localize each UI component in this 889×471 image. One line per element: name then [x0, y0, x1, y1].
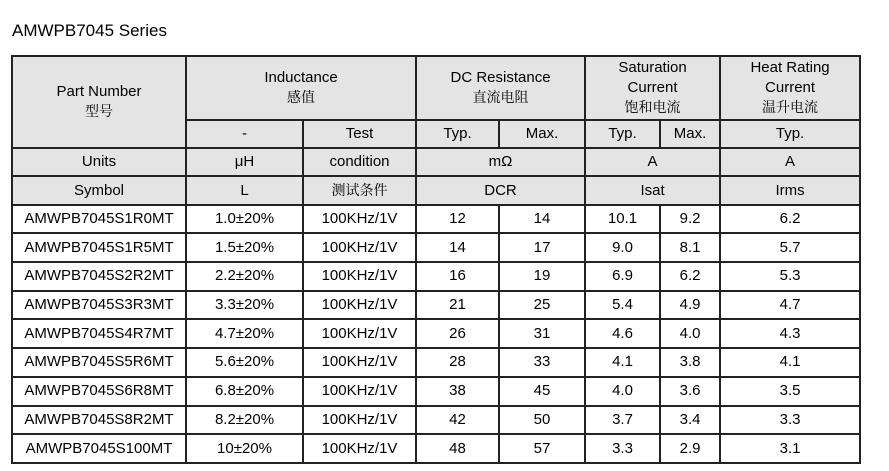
- dcr-max-cell: 33: [499, 348, 585, 377]
- part-number-cell: AMWPB7045S4R7MT: [12, 319, 186, 348]
- test-condition-cell: 100KHz/1V: [303, 406, 416, 435]
- symbol-dcr: DCR: [416, 176, 585, 204]
- inductance-cell: 2.2±20%: [186, 262, 303, 291]
- dcr-typ-cell: 42: [416, 406, 499, 435]
- irms-typ-cell: 5.3: [720, 262, 860, 291]
- header-irms-typ: Typ.: [720, 120, 860, 148]
- isat-typ-cell: 10.1: [585, 205, 660, 234]
- isat-typ-cell: 4.6: [585, 319, 660, 348]
- irms-typ-cell: 5.7: [720, 233, 860, 262]
- table-row: [12, 434, 860, 463]
- isat-typ-cell: 5.4: [585, 291, 660, 320]
- isat-max-cell: 3.8: [660, 348, 720, 377]
- isat-max-cell: 3.6: [660, 377, 720, 406]
- inductance-cell: 8.2±20%: [186, 406, 303, 435]
- inductance-cell: 4.7±20%: [186, 319, 303, 348]
- isat-max-cell: 8.1: [660, 233, 720, 262]
- dcr-max-cell: 45: [499, 377, 585, 406]
- table-row: [12, 377, 860, 406]
- irms-typ-cell: 4.1: [720, 348, 860, 377]
- dcr-typ-cell: 38: [416, 377, 499, 406]
- header-inductance-dash: -: [186, 120, 303, 148]
- dcr-max-cell: 19: [499, 262, 585, 291]
- dcr-max-cell: 17: [499, 233, 585, 262]
- symbol-isat: Isat: [585, 176, 720, 204]
- inductance-cell: 6.8±20%: [186, 377, 303, 406]
- table-row: [12, 233, 860, 262]
- symbol-irms: Irms: [720, 176, 860, 204]
- unit-inductance: μH: [186, 148, 303, 176]
- inductance-cell: 10±20%: [186, 434, 303, 463]
- part-number-cell: AMWPB7045S2R2MT: [12, 262, 186, 291]
- spec-table: [11, 55, 861, 464]
- isat-max-cell: 4.9: [660, 291, 720, 320]
- header-inductance: Inductance 感值: [186, 56, 416, 120]
- header-condition: condition: [303, 148, 416, 176]
- isat-max-cell: 6.2: [660, 262, 720, 291]
- irms-typ-cell: 4.7: [720, 291, 860, 320]
- inductance-cell: 1.0±20%: [186, 205, 303, 234]
- inductance-cell: 1.5±20%: [186, 233, 303, 262]
- part-number-cell: AMWPB7045S1R0MT: [12, 205, 186, 234]
- header-heat-rating-current: Heat Rating Current 温升电流: [720, 56, 860, 120]
- header-isat-typ: Typ.: [585, 120, 660, 148]
- table-row: [12, 291, 860, 320]
- isat-typ-cell: 4.1: [585, 348, 660, 377]
- isat-typ-cell: 9.0: [585, 233, 660, 262]
- header-condition-zh: 测试条件: [303, 176, 416, 204]
- test-condition-cell: 100KHz/1V: [303, 262, 416, 291]
- header-part-number: Part Number 型号: [12, 56, 186, 148]
- header-row-main: [12, 56, 860, 120]
- part-number-cell: AMWPB7045S8R2MT: [12, 406, 186, 435]
- dcr-typ-cell: 16: [416, 262, 499, 291]
- isat-typ-cell: 6.9: [585, 262, 660, 291]
- isat-typ-cell: 3.7: [585, 406, 660, 435]
- dcr-typ-cell: 14: [416, 233, 499, 262]
- isat-max-cell: 9.2: [660, 205, 720, 234]
- isat-max-cell: 4.0: [660, 319, 720, 348]
- header-saturation-current: Saturation Current 饱和电流: [585, 56, 720, 120]
- symbol-label: Symbol: [12, 176, 186, 204]
- test-condition-cell: 100KHz/1V: [303, 205, 416, 234]
- inductance-cell: 3.3±20%: [186, 291, 303, 320]
- table-row: [12, 205, 860, 234]
- header-test: Test: [303, 120, 416, 148]
- dcr-max-cell: 31: [499, 319, 585, 348]
- dcr-typ-cell: 26: [416, 319, 499, 348]
- part-number-cell: AMWPB7045S3R3MT: [12, 291, 186, 320]
- isat-max-cell: 3.4: [660, 406, 720, 435]
- table-row: [12, 319, 860, 348]
- dcr-max-cell: 50: [499, 406, 585, 435]
- dcr-typ-cell: 12: [416, 205, 499, 234]
- table-row: [12, 406, 860, 435]
- table-row: [12, 348, 860, 377]
- dcr-max-cell: 57: [499, 434, 585, 463]
- irms-typ-cell: 3.3: [720, 406, 860, 435]
- irms-typ-cell: 3.1: [720, 434, 860, 463]
- test-condition-cell: 100KHz/1V: [303, 291, 416, 320]
- header-dcr-max: Max.: [499, 120, 585, 148]
- part-number-cell: AMWPB7045S1R5MT: [12, 233, 186, 262]
- irms-typ-cell: 6.2: [720, 205, 860, 234]
- unit-isat: A: [585, 148, 720, 176]
- header-isat-max: Max.: [660, 120, 720, 148]
- symbol-inductance: L: [186, 176, 303, 204]
- table-row: [12, 262, 860, 291]
- dcr-max-cell: 25: [499, 291, 585, 320]
- units-label: Units: [12, 148, 186, 176]
- irms-typ-cell: 4.3: [720, 319, 860, 348]
- unit-dcr: mΩ: [416, 148, 585, 176]
- part-number-cell: AMWPB7045S5R6MT: [12, 348, 186, 377]
- test-condition-cell: 100KHz/1V: [303, 377, 416, 406]
- irms-typ-cell: 3.5: [720, 377, 860, 406]
- isat-typ-cell: 3.3: [585, 434, 660, 463]
- page-title: AMWPB7045 Series: [12, 21, 167, 40]
- unit-irms: A: [720, 148, 860, 176]
- isat-typ-cell: 4.0: [585, 377, 660, 406]
- test-condition-cell: 100KHz/1V: [303, 319, 416, 348]
- test-condition-cell: 100KHz/1V: [303, 348, 416, 377]
- inductance-cell: 5.6±20%: [186, 348, 303, 377]
- header-dcr-typ: Typ.: [416, 120, 499, 148]
- test-condition-cell: 100KHz/1V: [303, 233, 416, 262]
- test-condition-cell: 100KHz/1V: [303, 434, 416, 463]
- dcr-typ-cell: 28: [416, 348, 499, 377]
- header-row-symbol: [12, 176, 860, 204]
- dcr-typ-cell: 21: [416, 291, 499, 320]
- part-number-cell: AMWPB7045S6R8MT: [12, 377, 186, 406]
- part-number-cell: AMWPB7045S100MT: [12, 434, 186, 463]
- header-row-units: [12, 148, 860, 176]
- dcr-typ-cell: 48: [416, 434, 499, 463]
- isat-max-cell: 2.9: [660, 434, 720, 463]
- header-dc-resistance: DC Resistance 直流电阻: [416, 56, 585, 120]
- dcr-max-cell: 14: [499, 205, 585, 234]
